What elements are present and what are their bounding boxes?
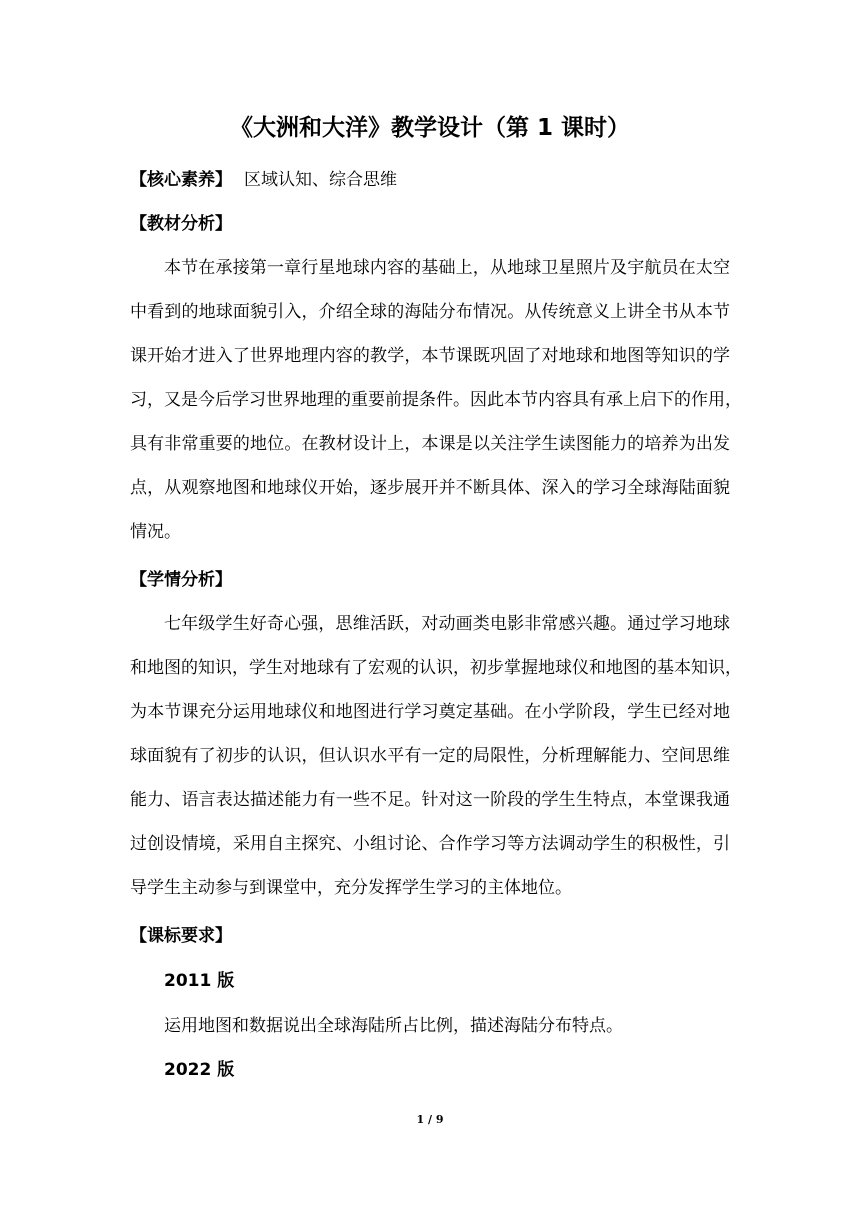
page-number: 1 / 9 bbox=[416, 1113, 444, 1126]
document-title: 《大洲和大洋》教学设计（第 1 课时） bbox=[229, 115, 631, 141]
curriculum-requirements-heading: 【课标要求】 bbox=[130, 926, 232, 946]
material-analysis-line: 具有非常重要的地位。在教材设计上，本课是以关注学生读图能力的培养为出发 bbox=[130, 434, 730, 454]
material-analysis-line: 习，又是今后学习世界地理的重要前提条件。因此本节内容具有承上启下的作用， bbox=[130, 390, 742, 410]
requirement-2011-text: 运用地图和数据说出全球海陆所占比例，描述海陆分布特点。 bbox=[164, 1016, 623, 1036]
student-analysis-line: 和地图的知识，学生对地球有了宏观的认识，初步掌握地球仪和地图的基本知识， bbox=[130, 658, 742, 678]
version-2022-heading: 2022 版 bbox=[164, 1060, 235, 1080]
core-literacy-value: 区域认知、综合思维 bbox=[244, 170, 397, 190]
material-analysis-line: 情况。 bbox=[130, 522, 181, 542]
student-analysis-heading: 【学情分析】 bbox=[130, 570, 232, 590]
student-analysis-line: 为本节课充分运用地球仪和地图进行学习奠定基础。在小学阶段，学生已经对地 bbox=[130, 702, 730, 722]
material-analysis-line: 本节在承接第一章行星地球内容的基础上，从地球卫星照片及宇航员在太空 bbox=[164, 258, 730, 278]
material-analysis-line: 课开始才进入了世界地理内容的教学，本节课既巩固了对地球和地图等知识的学 bbox=[130, 346, 730, 366]
student-analysis-line: 能力、语言表达描述能力有一些不足。针对这一阶段的学生生特点，本堂课我通 bbox=[130, 790, 730, 810]
student-analysis-line: 七年级学生好奇心强，思维活跃，对动画类电影非常感兴趣。通过学习地球 bbox=[164, 614, 730, 634]
core-literacy-label: 【核心素养】 bbox=[130, 170, 232, 190]
core-literacy-row bbox=[130, 165, 730, 195]
material-analysis-heading: 【教材分析】 bbox=[130, 214, 232, 234]
student-analysis-line: 过创设情境，采用自主探究、小组讨论、合作学习等方法调动学生的积极性，引 bbox=[130, 834, 730, 854]
material-analysis-line: 点，从观察地图和地球仪开始，逐步展开并不断具体、深入的学习全球海陆面貌 bbox=[130, 478, 730, 498]
student-analysis-line: 导学生主动参与到课堂中，充分发挥学生学习的主体地位。 bbox=[130, 878, 572, 898]
version-2011-heading: 2011 版 bbox=[164, 971, 235, 991]
student-analysis-line: 球面貌有了初步的认识，但认识水平有一定的局限性，分析理解能力、空间思维 bbox=[130, 746, 730, 766]
material-analysis-line: 中看到的地球面貌引入，介绍全球的海陆分布情况。从传统意义上讲全书从本节 bbox=[130, 302, 730, 322]
